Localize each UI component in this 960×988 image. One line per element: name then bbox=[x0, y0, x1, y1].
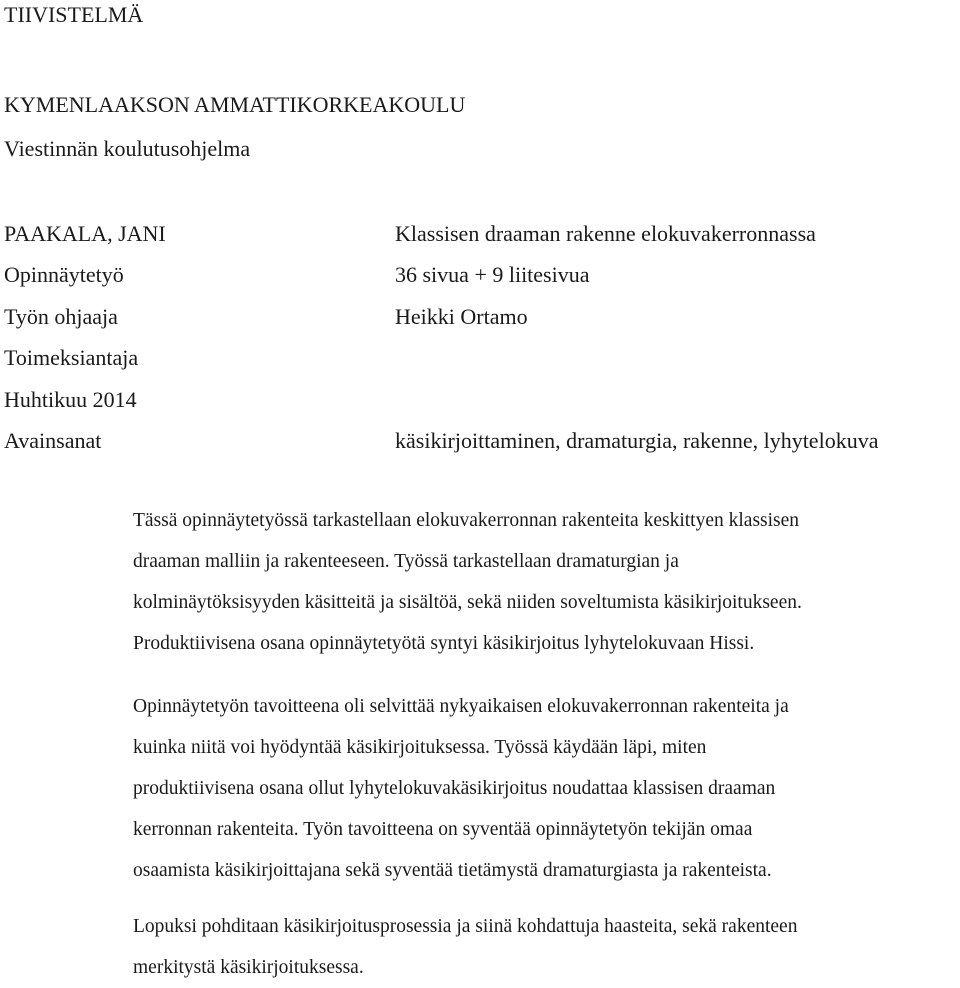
date-label: Huhtikuu 2014 bbox=[4, 387, 137, 412]
client-label: Toimeksiantaja bbox=[4, 345, 139, 370]
abstract-line: kuinka niitä voi hyödyntää käsikirjoituksessa. Työssä käydään läpi, miten bbox=[133, 737, 707, 758]
school-name: KYMENLAAKSON AMMATTIKORKEAKOULU bbox=[4, 92, 466, 117]
abstract-line: kerronnan rakenteita. Työn tavoitteena on syventää opinnäytetyön tekijän omaa bbox=[133, 819, 753, 840]
abstract-line: Produktiivisena osana opinnäytetyötä syntyi käsikirjoitus lyhytelokuvaan Hissi. bbox=[133, 633, 755, 654]
abstract-line: kolminäytöksisyyden käsitteitä ja sisältöä, sekä niiden soveltumista käsikirjoitukseen. bbox=[133, 592, 802, 613]
keywords-value: käsikirjoittaminen, dramaturgia, rakenne, lyhytelokuva bbox=[395, 428, 879, 453]
program-name: Viestinnän koulutusohjelma bbox=[4, 136, 251, 161]
supervisor-label: Työn ohjaaja bbox=[4, 304, 118, 329]
abstract-line: produktiivisena osana ollut lyhytelokuvakäsikirjoitus noudattaa klassisen draaman bbox=[133, 778, 776, 799]
abstract-paragraph-2 bbox=[133, 686, 958, 891]
supervisor-name: Heikki Ortamo bbox=[395, 304, 528, 329]
abstract-line: Opinnäytetyön tavoitteena oli selvittää nykyaikaisen elokuvakerronnan rakenteita ja bbox=[133, 696, 789, 717]
document-title: TIIVISTELMÄ bbox=[4, 2, 144, 27]
abstract-line: Tässä opinnäytetyössä tarkastellaan elokuvakerronnan rakenteita keskittyen klassisen bbox=[133, 510, 800, 531]
abstract-line: merkitystä käsikirjoituksessa. bbox=[133, 957, 364, 978]
abstract-paragraph-1 bbox=[133, 500, 958, 664]
thesis-type-label: Opinnäytetyö bbox=[4, 262, 124, 287]
thesis-title: Klassisen draaman rakenne elokuvakerronnassa bbox=[395, 221, 816, 246]
author-label: PAAKALA, JANI bbox=[4, 221, 166, 246]
page-count: 36 sivua + 9 liitesivua bbox=[395, 262, 590, 287]
abstract-line: osaamista käsikirjoittajana sekä syventää tietämystä dramaturgiasta ja rakenteista. bbox=[133, 860, 772, 881]
abstract-paragraph-3 bbox=[133, 906, 958, 988]
abstract-line: Lopuksi pohditaan käsikirjoitusprosessia ja siinä kohdattuja haasteita, sekä rakenteen bbox=[133, 916, 798, 937]
abstract-line: draaman malliin ja rakenteeseen. Työssä tarkastellaan dramaturgian ja bbox=[133, 551, 679, 572]
keywords-label: Avainsanat bbox=[4, 428, 102, 453]
